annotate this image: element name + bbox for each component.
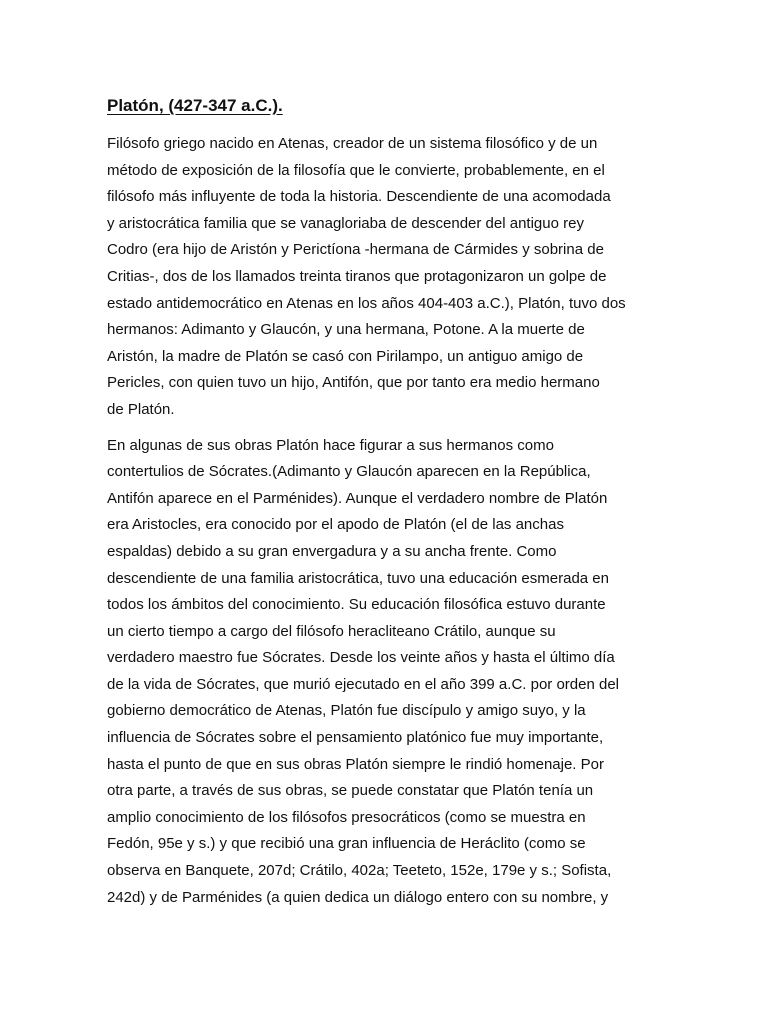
text-line: Codro (era hijo de Aristón y Perictíona -hermana de Cármides y sobrina de (107, 241, 604, 259)
page-title: Platón, (427-347 a.C.). (107, 96, 283, 115)
paragraph-1 (107, 131, 667, 424)
text-line: y aristocrática familia que se vanagloriaba de descender del antiguo rey (107, 214, 584, 232)
text-line: espaldas) debido a su gran envergadura y a su ancha frente. Como (107, 542, 557, 560)
text-line: En algunas de sus obras Platón hace figurar a sus hermanos como (107, 436, 554, 454)
text-line: método de exposición de la filosofía que le convierte, probablemente, en el (107, 161, 605, 179)
text-line: amplio conocimiento de los filósofos presocráticos (como se muestra en (107, 808, 586, 826)
text-line: hasta el punto de que en sus obras Platón siempre le rindió homenaje. Por (107, 755, 604, 773)
text-line: Critias-, dos de los llamados treinta tiranos que protagonizaron un golpe de (107, 267, 607, 285)
text-line: observa en Banquete, 207d; Crátilo, 402a; Teeteto, 152e, 179e y s.; Sofista, (107, 862, 612, 880)
text-line: gobierno democrático de Atenas, Platón fue discípulo y amigo suyo, y la (107, 702, 586, 720)
text-line: Filósofo griego nacido en Atenas, creador de un sistema filosófico y de un (107, 135, 598, 152)
text-line: era Aristocles, era conocido por el apodo de Platón (el de las anchas (107, 516, 564, 534)
text-line: de la vida de Sócrates, que murió ejecutado en el año 399 a.C. por orden del (107, 675, 620, 693)
text-line: contertulios de Sócrates.(Adimanto y Glaucón aparecen en la República, (107, 463, 591, 481)
text-line: de Platón. (107, 400, 175, 418)
text-line: filósofo más influyente de toda la historia. Descendiente de una acomodada (107, 188, 611, 206)
text-line: estado antidemocrático en Atenas en los años 404-403 a.C.), Platón, tuvo dos (107, 294, 626, 312)
text-line: otra parte, a través de sus obras, se puede constatar que Platón tenía un (107, 782, 594, 800)
document-content (107, 93, 667, 920)
text-line: 242d) y de Parménides (a quien dedica un diálogo entero con su nombre, y (107, 888, 609, 906)
text-line: un cierto tiempo a cargo del filósofo heracliteano Crátilo, aunque su (107, 622, 556, 640)
text-line: influencia de Sócrates sobre el pensamiento platónico fue muy importante, (107, 729, 604, 747)
text-line: Fedón, 95e y s.) y que recibió una gran influencia de Heráclito (como se (107, 835, 586, 853)
text-line: descendiente de una familia aristocrática, tuvo una educación esmerada en (107, 569, 609, 587)
text-line: todos los ámbitos del conocimiento. Su educación filosófica estuvo durante (107, 596, 606, 614)
text-line: Pericles, con quien tuvo un hijo, Antifón, que por tanto era medio hermano (107, 374, 600, 392)
text-line: verdadero maestro fue Sócrates. Desde los veinte años y hasta el último día (107, 649, 615, 667)
text-line: Aristón, la madre de Platón se casó con Pirilampo, un antiguo amigo de (107, 347, 584, 365)
text-line: hermanos: Adimanto y Glaucón, y una hermana, Potone. A la muerte de (107, 321, 585, 339)
paragraph-2 (107, 433, 667, 912)
text-line: Antifón aparece en el Parménides). Aunque el verdadero nombre de Platón (107, 489, 608, 507)
